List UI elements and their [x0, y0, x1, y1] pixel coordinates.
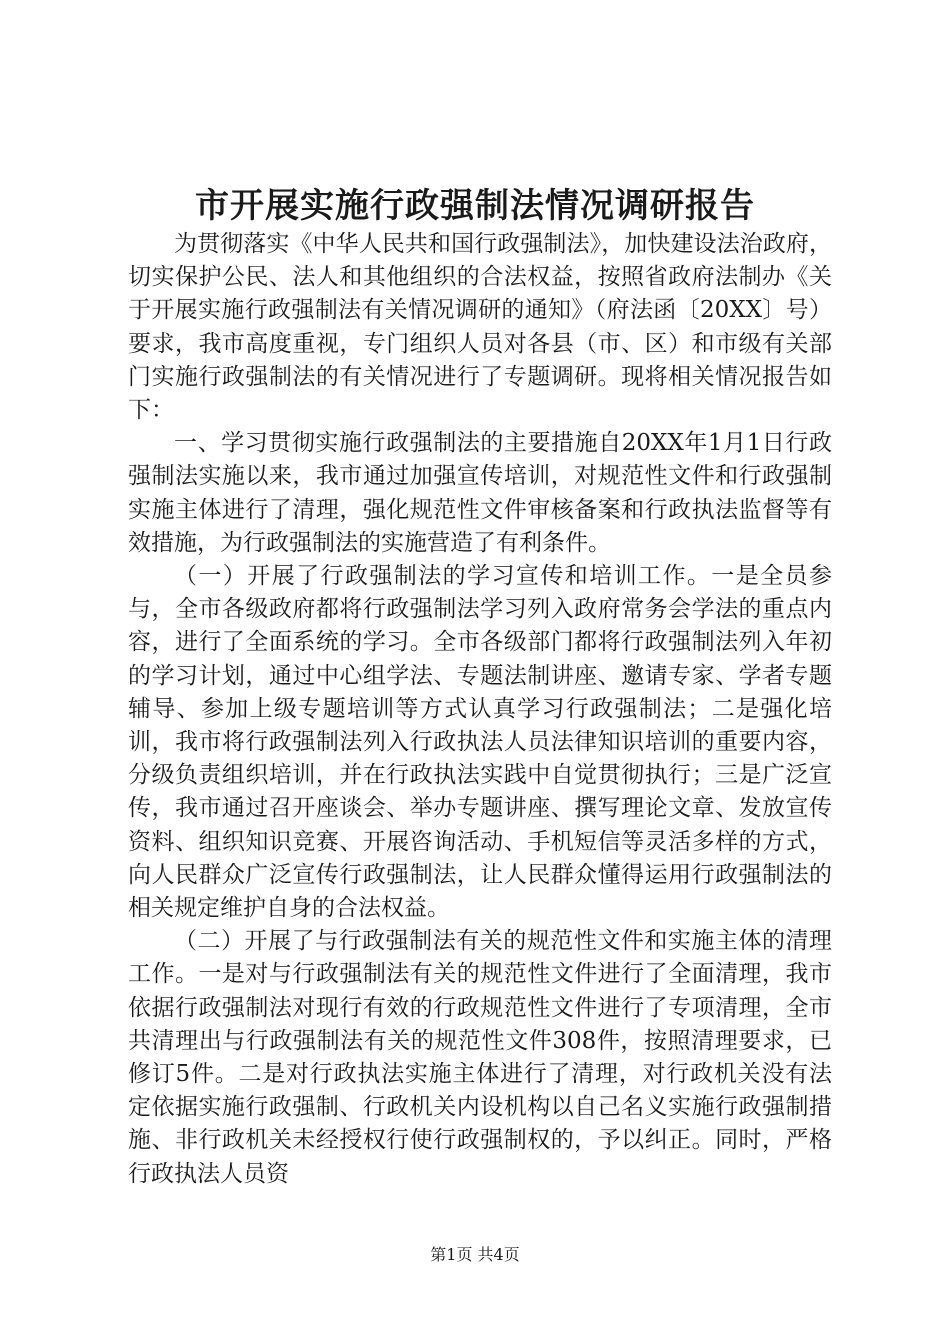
paragraph-section-1: 一、学习贯彻实施行政强制法的主要措施自20XX年1月1日行政强制法实施以来，我市通过加强宣传培训，对规范性文件和行政强制实施主体进行了清理，强化规范性文件审核备案和行政执法监督等有效措施，为行政强制法的实施营造了有利条件。 [128, 430, 832, 556]
document-title: 市开展实施行政强制法情况调研报告 [195, 186, 755, 226]
paragraph-subsection-1: （一）开展了行政强制法的学习宣传和培训工作。一是全员参与，全市各级政府都将行政强制法学习列入政府常务会学法的重点内容，进行了全面系统的学习。全市各级部门都将行政强制法列入年初的学习计划，通过中心组学法、专题法制讲座、邀请专家、学者专题辅导、参加上级专题培训等方式认真学习行政强制法；二是强化培训，我市将行政强制法列入行政执法人员法律知识培训的重要内容，分级负责组织培训，并在行政执法实践中自觉贯彻执行；三是广泛宣传，我市通过召开座谈会、举办专题讲座、撰写理论文章、发放宣传资料、组织知识竞赛、开展咨询活动、手机短信等灵活多样的方式，向人民群众广泛宣传行政强制法，让人民群众懂得运用行政强制法的相关规定维护自身的合法权益。 [128, 563, 832, 922]
page-footer: 第1页 共4页 [430, 1245, 520, 1264]
paragraph-intro: 为贯彻落实《中华人民共和国行政强制法》，加快建设法治政府，切实保护公民、法人和其他组织的合法权益，按照省政府法制办《关于开展实施行政强制法有关情况调研的通知》（府法函〔20XX〕号）要求，我市高度重视，专门组织人员对各县（市、区）和市级有关部门实施行政强制法的有关情况进行了专题调研。现将相关情况报告如下： [128, 231, 832, 424]
paragraph-subsection-2: （二）开展了与行政强制法有关的规范性文件和实施主体的清理工作。一是对与行政强制法有关的规范性文件进行了全面清理，我市依据行政强制法对现行有效的行政规范性文件进行了专项清理，全市共清理出与行政强制法有关的规范性文件308件，按照清理要求，已修订5件。二是对行政执法实施主体进行了清理，对行政机关没有法定依据实施行政强制、行政机关内设机构以自己名义实施行政强制措施、非行政机关未经授权行使行政强制权的，予以纠正。同时，严格行政执法人员资 [128, 928, 832, 1187]
document-body [128, 228, 832, 1191]
